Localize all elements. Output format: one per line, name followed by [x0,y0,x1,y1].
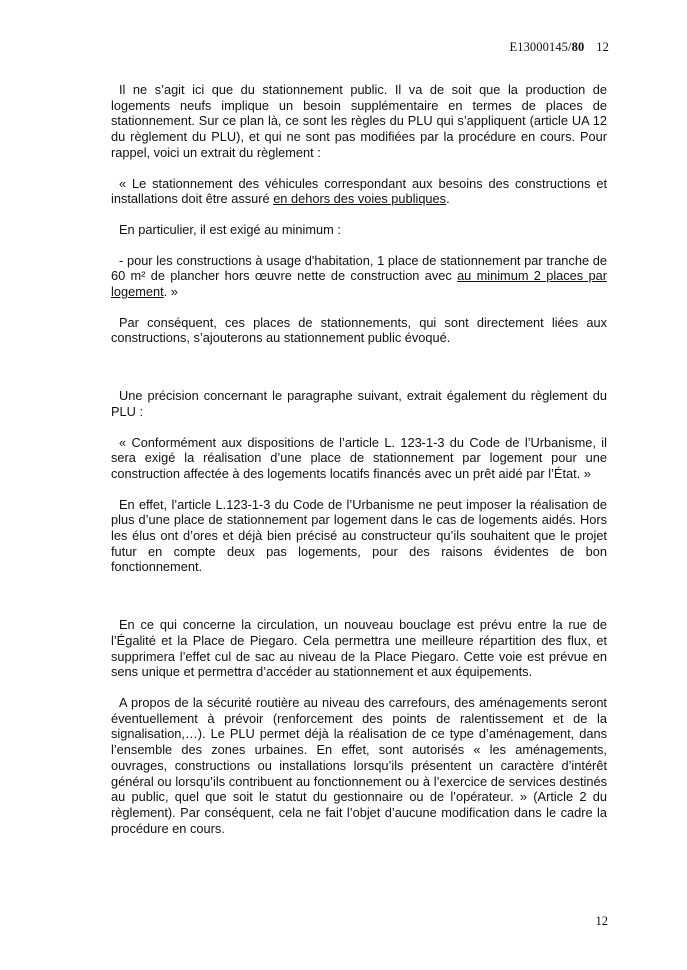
paragraph-minimum-requirement: En particulier, il est exigé au minimum : [119,221,341,237]
paragraph-public-parking: Il ne s’agit ici que du stationnement public. Il va de soit que la production de logements neufs implique un besoin supplémentaire en termes de places de stationnement. Sur ce plan là, ce sont les règles du PLU qui s’appliquent (article UA 12 du règlement du PLU), et qui ne sont pas modifiées par la procédure en cours. Pour rappel, voici un extrait du règlement : [111,82,607,160]
paragraph-subsidized-housing: En effet, l’article L.123-1-3 du Code de l’Urbanisme ne peut imposer la réalisation de plus d’une place de stationnement par logement dans le cas de logements aidés. Hors les élus ont d’ores et déjà bien précisé au constructeur qu’ils souhaitent que le projet futur en compte deux pas logements, pour des raisons évidentes de bon fonctionnement. [111,496,607,575]
header-page-number: 12 [596,40,609,54]
housing-rule-underlined: au minimum 2 places par logement [111,268,607,300]
regulation-quote-text: « Le stationnement des véhicules correspondant aux besoins des constructions et installations doit être assuré [111,175,607,207]
paragraph-regulation-quote [111,176,607,207]
paragraph-housing-rule [111,253,607,300]
paragraph-precision: Une précision concernant le paragraphe suivant, extrait également du règlement du PLU : [111,388,607,419]
housing-rule-text: - pour les constructions à usage d'habitation, 1 place de stationnement par tranche de 60 m² de plancher hors œuvre nette de construction avec [111,252,607,284]
paragraph-article-quote: « Conformément aux dispositions de l’article L. 123-1-3 du Code de l’Urbanisme, il sera exigé la réalisation d’une place de stationnement par logement pour une construction affectée à des logements locatifs financés avec un prêt aidé par l’État. » [111,434,607,481]
housing-rule-end: . » [163,284,178,300]
document-reference [509,40,584,54]
page-header [509,40,609,55]
document-reference-total: 80 [571,40,585,54]
paragraph-consequence: Par conséquent, ces places de stationnements, qui sont directement liées aux constructions, s’ajouterons au stationnement public évoqué. [111,314,607,346]
footer-page-number: 12 [595,914,608,928]
document-body [111,82,607,836]
paragraph-traffic: En ce qui concerne la circulation, un nouveau bouclage est prévu entre la rue de l’Égalité et la Place de Piegaro. Cela permettra une meilleure répartition des flux, et supprimera l’effet cul de sac au niveau de la Place Piegaro. Cette voie est prévue en sens unique et permettra d’accéder au stationnement et aux équipements. [111,617,607,680]
regulation-quote-end: . [446,191,450,207]
document-reference-prefix: E13000145/ [509,40,572,54]
page-footer [596,914,609,929]
regulation-quote-underlined: en dehors des voies publiques [273,191,447,207]
paragraph-road-safety: A propos de la sécurité routière au niveau des carrefours, des aménagements seront éventuellement à prévoir (renforcement des points de ralentissement et de la signalisation,…). Le PLU permet déjà la réalisation de ce type d’aménagement, dans l’ensemble des zones urbaines. En effet, sont autorisés « les aménagements, ouvrages, constructions ou installations lorsqu’ils présentent un caractère d’intérêt général ou lorsqu’ils contribuent au fonctionnement ou à l’exercice de services destinés au public, quel que soit le statut du gestionnaire ou de l’opérateur. » (Article 2 du règlement). Par conséquent, cela ne fait l’objet d’aucune modification dans le cadre la procédure en cours. [111,694,607,836]
